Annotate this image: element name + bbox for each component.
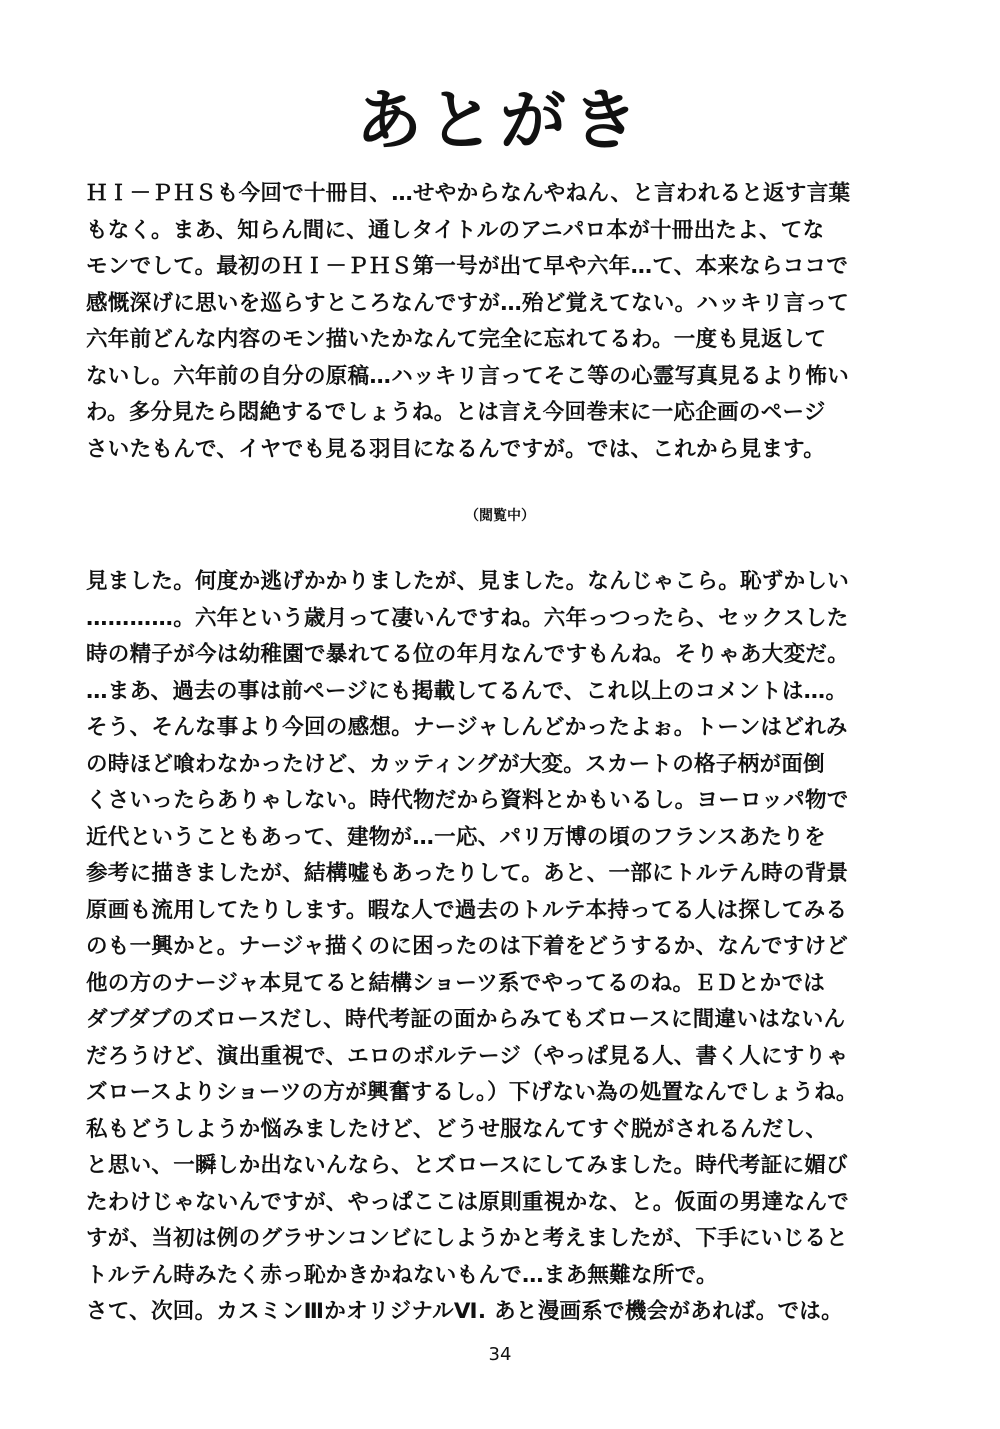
text-line: トルテん時みたく赤っ恥かきかねないもんで…まあ無難な所で。 [86, 1262, 718, 1288]
text-line: 原画も流用してたりします。暇な人で過去のトルテ本持ってる人は探してみる [86, 897, 848, 923]
text-line: すが、当初は例のグラサンコンビにしようかと考えましたが、下手にいじると [86, 1226, 848, 1251]
text-line: わ。多分見たら悶絶するでしょうね。とは言え今回巻末に一応企画のページ [86, 400, 826, 425]
page-number: 34 [488, 1344, 512, 1365]
text-line: の時ほど喰わなかったけど、カッティングが大変。スカートの格子柄が面倒 [86, 751, 825, 777]
text-line: …………。六年という歳月って凄いんですね。六年っつったら、セックスした [86, 605, 849, 631]
text-line: と思い、一瞬しか出ないんなら、とズロースにしてみました。時代考証に媚び [86, 1153, 848, 1178]
afterword-paragraph-1 [86, 176, 936, 468]
reading-note: （閲覧中） [465, 508, 535, 524]
text-line: くさいったらありゃしない。時代物だから資料とかもいるし。ヨーロッパ物で [86, 788, 849, 813]
text-line: ＨＩ－ＰＨＳも今回で十冊目、…せやからなんやねん、と言われると返す言葉 [86, 181, 851, 206]
text-line: モンでして。最初のＨＩ－ＰＨＳ第一号が出て早や六年…て、本来ならココで [86, 254, 849, 279]
text-line: ズロースよりショーツの方が興奮するし。）下げない為の処置なんでしょうね。 [86, 1080, 858, 1105]
page-title: あとがき [356, 82, 644, 159]
text-line: 私もどうしようか悩みましたけど、どうせ服なんてすぐ脱がされるんだし、 [86, 1116, 828, 1142]
text-line: 他の方のナージャ本見てると結構ショーツ系でやってるのね。ＥＤとかでは [86, 970, 826, 996]
text-line: …まあ、過去の事は前ページにも掲載してるんで、これ以上のコメントは…。 [86, 678, 848, 704]
afterword-paragraph-2 [86, 564, 936, 1331]
text-line: 六年前どんな内容のモン描いたかなんて完全に忘れてるわ。一度も見返して [86, 327, 827, 352]
text-line: だろうけど、演出重視で、エロのボルテージ（やっぱ見る人、書く人にすりゃ [86, 1043, 849, 1069]
text-line: のも一興かと。ナージャ描くのに困ったのは下着をどうするか、なんですけど [86, 934, 849, 959]
text-line: ダブダブのズロースだし、時代考証の面からみてもズロースに間違いはないん [86, 1007, 846, 1032]
text-line: さいたもんで、イヤでも見る羽目になるんですが。では、これから見ます。 [86, 436, 826, 462]
text-line: もなく。まあ、知らん間に、通しタイトルのアニパロ本が十冊出たよ、てな [86, 217, 825, 243]
text-line: たわけじゃないんですが、やっぱここは原則重視かな、と。仮面の男達なんで [86, 1189, 850, 1215]
text-line: 時の精子が今は幼稚園で暴れてる位の年月なんですもんね。そりゃあ大変だ。 [86, 642, 850, 667]
text-line: 参考に描きましたが、結構嘘もあったりして。あと、一部にトルテん時の背景 [86, 861, 849, 886]
text-line: 感慨深げに思いを巡らすところなんですが…殆ど覚えてない。ハッキリ言って [86, 290, 850, 316]
text-line: ないし。六年前の自分の原稿…ハッキリ言ってそこ等の心霊写真見るより怖い [86, 363, 850, 389]
text-line: 見ました。何度か逃げかかりましたが、見ました。なんじゃこら。恥ずかしい [86, 569, 850, 594]
text-line: そう、そんな事より今回の感想。ナージャしんどかったよぉ。トーンはどれみ [86, 715, 848, 740]
text-line: さて、次回。カスミンⅢかオリジナルⅥ. あと漫画系で機会があれば。では。 [86, 1299, 843, 1324]
text-line: 近代ということもあって、建物が…一応、パリ万博の頃のフランスあたりを [86, 824, 826, 850]
